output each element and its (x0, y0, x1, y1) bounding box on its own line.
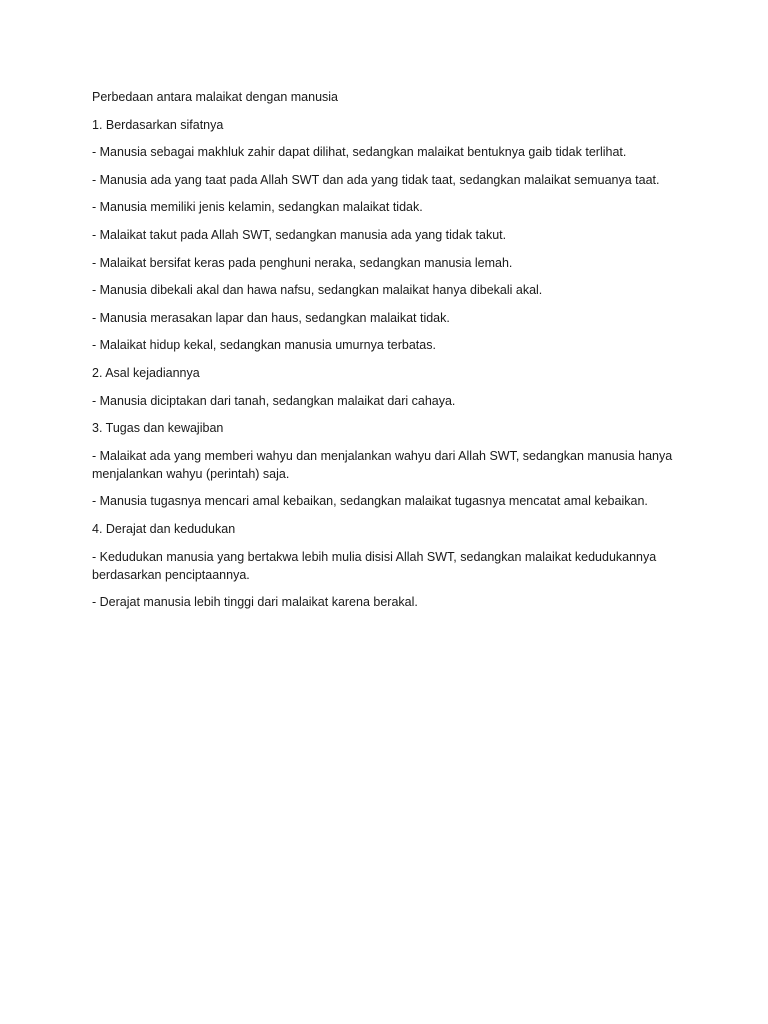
list-item: - Malaikat ada yang memberi wahyu dan menjalankan wahyu dari Allah SWT, sedangkan manusia hanya menjalankan wahyu (perintah) saja. (92, 448, 673, 481)
section-heading-derajat: 4. Derajat dan kedudukan (92, 521, 236, 536)
list-item: - Manusia memiliki jenis kelamin, sedangkan malaikat tidak. (92, 200, 423, 215)
list-item: - Manusia merasakan lapar dan haus, sedangkan malaikat tidak. (92, 310, 450, 325)
list-item: - Manusia tugasnya mencari amal kebaikan, sedangkan malaikat tugasnya mencatat amal kebaikan. (92, 494, 648, 509)
list-item: - Derajat manusia lebih tinggi dari malaikat karena berakal. (92, 595, 418, 610)
section-heading-tugas: 3. Tugas dan kewajiban (92, 421, 224, 436)
list-item: - Malaikat takut pada Allah SWT, sedangkan manusia ada yang tidak takut. (92, 227, 507, 242)
section-heading-sifat: 1. Berdasarkan sifatnya (92, 117, 224, 132)
list-item: - Manusia sebagai makhluk zahir dapat dilihat, sedangkan malaikat bentuknya gaib tidak terlihat. (92, 145, 627, 160)
list-item: - Manusia diciptakan dari tanah, sedangkan malaikat dari cahaya. (92, 393, 456, 408)
document-title: Perbedaan antara malaikat dengan manusia (92, 90, 339, 104)
list-item: - Manusia ada yang taat pada Allah SWT dan ada yang tidak taat, sedangkan malaikat semuanya taat. (92, 172, 660, 187)
section-heading-asal: 2. Asal kejadiannya (92, 365, 200, 380)
list-item: - Kedudukan manusia yang bertakwa lebih mulia disisi Allah SWT, sedangkan malaikat kedudukannya berdasarkan penciptaannya. (92, 549, 657, 582)
list-item: - Malaikat bersifat keras pada penghuni neraka, sedangkan manusia lemah. (92, 255, 513, 270)
document-page (92, 88, 692, 621)
list-item: - Malaikat hidup kekal, sedangkan manusia umurnya terbatas. (92, 338, 436, 353)
list-item: - Manusia dibekali akal dan hawa nafsu, sedangkan malaikat hanya dibekali akal. (92, 283, 543, 298)
